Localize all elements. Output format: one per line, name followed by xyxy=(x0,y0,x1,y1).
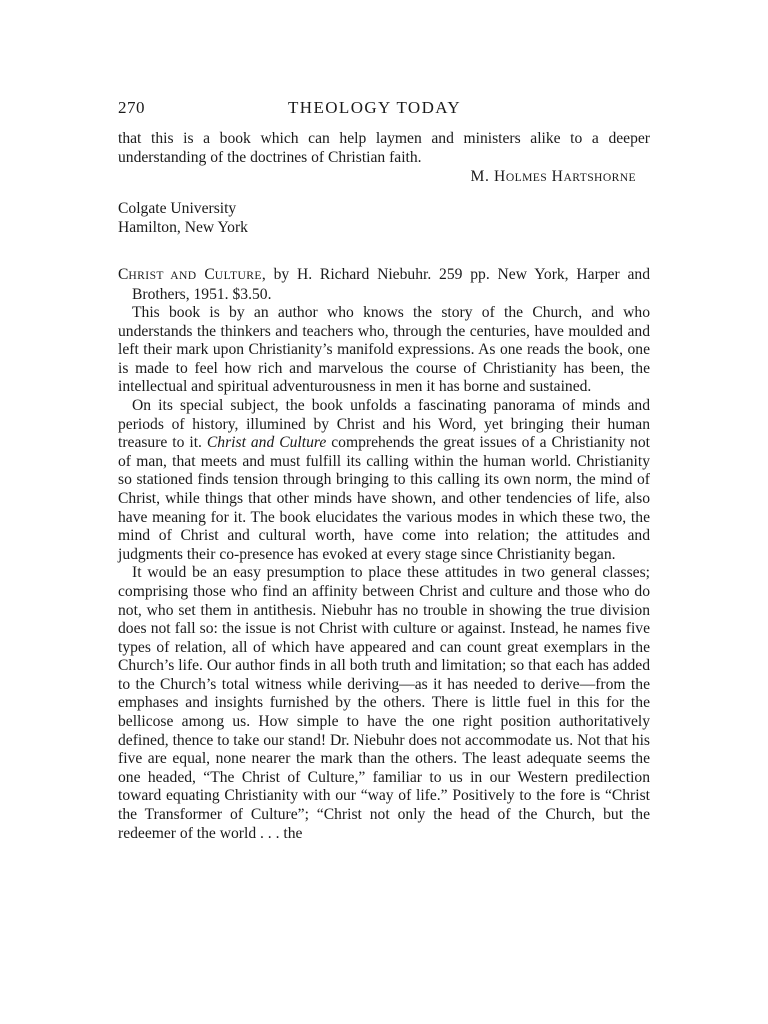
review-body xyxy=(118,304,650,843)
review-paragraph-1: This book is by an author who knows the story of the Church, and who understands the thinkers and teachers who, through the centuries, have moulded and left their mark upon Christianity’s manifold expressions. As one reads the book, one is made to feel how rich and marvelous the course of Christianity has been, the intellectual and spiritual adventurousness in men it has borne and sustained. xyxy=(118,304,650,396)
review-paragraph-2: On its special subject, the book unfolds a fascinating panorama of minds and periods of history, illumined by Christ and his Word, yet bringing their human treasure to it. Christ and Culture comprehends the great issues of a Christianity not of man, that meets and must fulfill its calling within the human world. Christianity so stationed finds tension through bringing to this calling its own norm, the mind of Christ, while things that other minds have shown, and other tendencies of life, also have meaning for it. The book elucidates the various modes in which these two, the mind of Christ and cultural worth, have come into relation; the attitudes and judgments their co-presence has evoked at every stage since Christianity began. xyxy=(118,396,650,563)
review-paragraph-3: It would be an easy presumption to place these attitudes in two general classes; comprising those who find an affinity between Christ and culture and those who do not, who set them in antithesis. Niebuhr has no trouble in showing the true division does not fall so: the issue is not Christ with culture or against. Instead, he names five types of relation, all of which have appeared and can count great exemplars in the Church’s life. Our author finds in all both truth and limitation; so that each has added to the Church’s total witness while deriving—as it has needed to derive—from the emphases and insights furnished by the others. There is little fuel in this for the bellicose among us. How simple to have the one right position authoritatively defined, thence to take our stand! Dr. Niebuhr does not accommodate us. Not that his five are equal, none nearer the mark than the others. The least adequate seems the one headed, “The Christ of Culture,” familiar to us in our Western predilection toward equating Christianity with our “way of life.” Positively to the fore is “Christ the Transformer of Culture”; “Christ not only the head of the Church, but the redeemer of the world . . . the xyxy=(118,564,650,842)
reviewer-affiliation xyxy=(118,199,650,237)
reviewer-name: M. HOLMES HARTSHORNE xyxy=(470,168,636,186)
previous-review-closing: that this is a book which can help laymen and ministers alike to a deeper understanding of the doctrines of Christian faith. xyxy=(118,130,650,167)
journal-title: THEOLOGY TODAY xyxy=(288,98,462,117)
page xyxy=(118,98,650,843)
page-number: 270 xyxy=(118,98,145,117)
running-head xyxy=(118,98,650,122)
book-title-italic: Christ and Culture xyxy=(206,434,327,452)
location: Hamilton, New York xyxy=(118,218,248,236)
institution: Colgate University xyxy=(118,199,237,217)
book-details: , by H. Richard Niebuhr. 259 pp. New York, Harper and Brothers, 1951. $3.50. xyxy=(132,265,650,303)
book-heading: CHRIST AND CULTURE, by H. Richard Niebuhr. 259 pp. New York, Harper and Brothers, 1951. $3.50. xyxy=(118,265,650,303)
